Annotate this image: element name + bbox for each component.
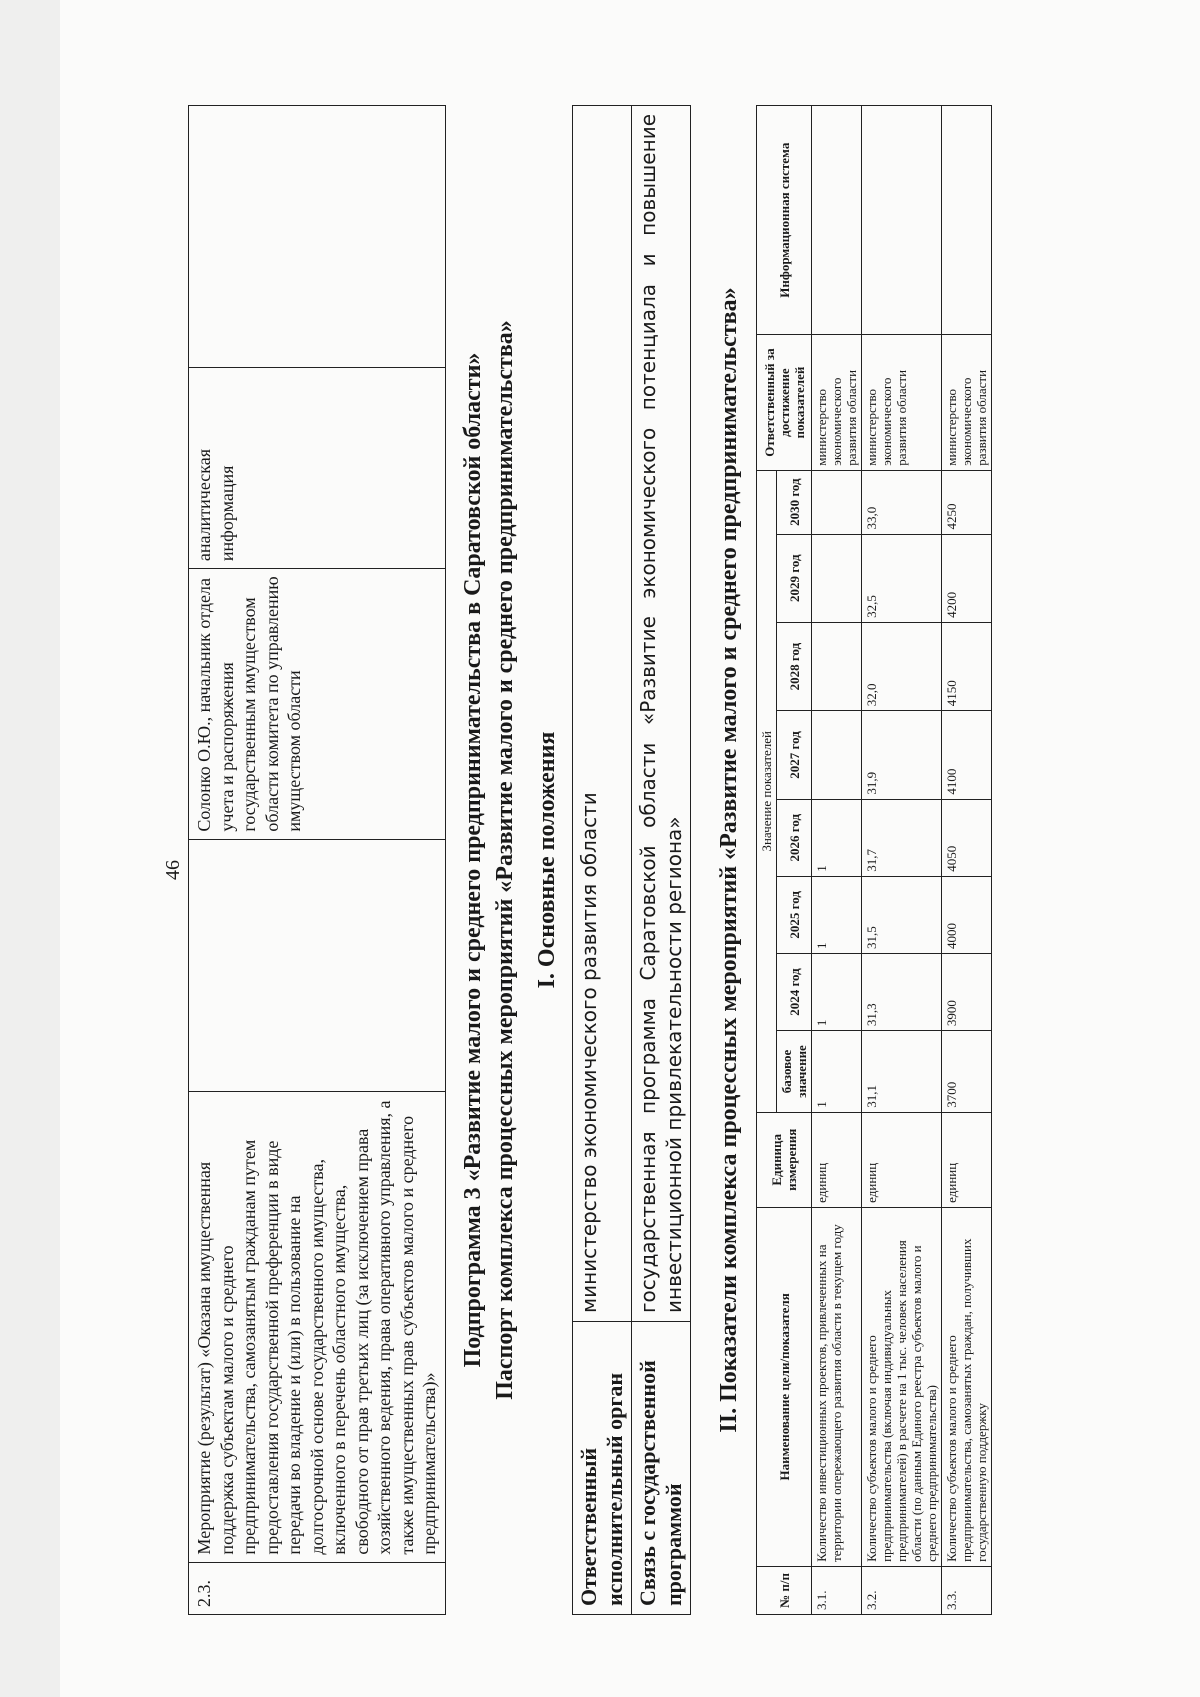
cell-name: Количество субъектов малого и среднего предпринимательства, самозанятых граждан, получивших государственную поддержку [942,1207,992,1566]
header-year: 2026 год [777,799,812,876]
header-year: 2025 год [777,876,812,953]
header-num: № п/п [757,1566,812,1614]
cell-num: 3.2. [862,1566,942,1614]
cell-system [812,106,862,335]
header-values-group: Значение показателей [757,470,777,1112]
scan-shadow-left [0,0,60,1697]
header-row [757,106,777,1615]
cell-2030 [812,470,862,534]
section-1-title: I. Основные положения [534,731,560,989]
cell-base: 1 [812,1031,862,1113]
section-2-title: II. Показатели комплекса процессных мероприятий «Развитие малого и среднего предпринимательства» [716,287,742,1433]
header-responsible: Ответственный за достижение показателей [757,335,812,470]
rotated-page-content [160,80,1110,1640]
passport-label: Ответственный исполнительный орган [573,1322,632,1615]
passport-value: министерство экономического развития области [573,106,632,1322]
cell-2027 [812,711,862,799]
cell-2027: 31,9 [862,711,942,799]
cell-responsible: министерство экономического развития области [862,335,942,470]
table-row [632,106,691,1615]
header-year: 2024 год [777,953,812,1030]
page-number: 46 [162,860,184,880]
header-year: 2030 год [777,470,812,534]
cell-responsible: министерство экономического развития области [812,335,862,470]
passport-label: Связь с государственной программой [632,1322,691,1615]
cell-num: 3.1. [812,1566,862,1614]
cell-system [862,106,942,335]
empty-cell [189,106,446,368]
cell-2030: 4250 [942,470,992,534]
cell-unit: единиц [862,1112,942,1207]
cell-base: 3700 [942,1031,992,1113]
row-number: 2.3. [189,1562,446,1614]
header-name: Наименование цели/показателя [757,1207,812,1566]
cell-2027: 4100 [942,711,992,799]
cell-2026: 4050 [942,799,992,876]
cell-2026: 1 [812,799,862,876]
cell-2024: 31,3 [862,953,942,1030]
header-base: базовое значение [777,1031,812,1113]
passport-value: государственная программа Саратовской области «Развитие экономического потенциала и повышение инвестиционной привлекательности региона» [632,106,691,1322]
cell-name: Количество инвестиционных проектов, привлеченных на территории опережающего развития области в текущем году [812,1207,862,1566]
cell-base: 31,1 [862,1031,942,1113]
cell-system [942,106,992,335]
cell-2028 [812,622,862,710]
passport-table [572,105,691,1615]
table-row [812,106,862,1615]
cell-2028: 4150 [942,622,992,710]
measure-text: Мероприятие (результат) «Оказана имущественная поддержка субъектам малого и среднего предпринимательства, самозанятым гражданам путем предоставления государственной преференции в виде передачи во владение и (или) в пользование на долгосрочной основе государственного имущества, включенного в перечень областного имущества, свободного от прав третьих лиц (за исключением права хозяйственного ведения, права оперативного управления, а также имущественных прав субъектов малого и среднего предпринимательства)» [189,1092,446,1563]
cell-2024: 3900 [942,953,992,1030]
cell-2029: 32,5 [862,534,942,622]
table-row [189,106,446,1615]
info-source: аналитическая информация [189,368,446,569]
cell-2030: 33,0 [862,470,942,534]
continuation-table [188,105,446,1615]
subprogram-title: Подпрограмма 3 «Развитие малого и среднего предпринимательства в Саратовской области» [460,352,486,1368]
cell-2024: 1 [812,953,862,1030]
empty-cell [189,839,446,1091]
header-year: 2027 год [777,711,812,799]
header-unit: Единица измерения [757,1112,812,1207]
table-row [862,106,942,1615]
cell-2028: 32,0 [862,622,942,710]
cell-num: 3.3. [942,1566,992,1614]
header-system: Информационная система [757,106,812,335]
responsible-person: Солонко О.Ю., начальник отдела учета и распоряжения государственным имуществом области комитета по управлению имуществом области [189,569,446,840]
cell-responsible: министерство экономического развития области [942,335,992,470]
cell-2029 [812,534,862,622]
header-year: 2028 год [777,622,812,710]
cell-unit: единиц [812,1112,862,1207]
passport-title: Паспорт комплекса процессных мероприятий «Развитие малого и среднего предпринимательства» [492,320,518,1400]
cell-name: Количество субъектов малого и среднего предпринимательства (включая индивидуальных предпринимателей) в расчете на 1 тыс. человек населения области (по данным Единого реестра субъектов малого и среднего предпринимательства) [862,1207,942,1566]
cell-unit: единиц [942,1112,992,1207]
cell-2026: 31,7 [862,799,942,876]
table-row [573,106,632,1615]
table-row [942,106,992,1615]
cell-2025: 4000 [942,876,992,953]
cell-2025: 1 [812,876,862,953]
header-year: 2029 год [777,534,812,622]
cell-2029: 4200 [942,534,992,622]
cell-2025: 31,5 [862,876,942,953]
indicators-table [756,105,992,1615]
